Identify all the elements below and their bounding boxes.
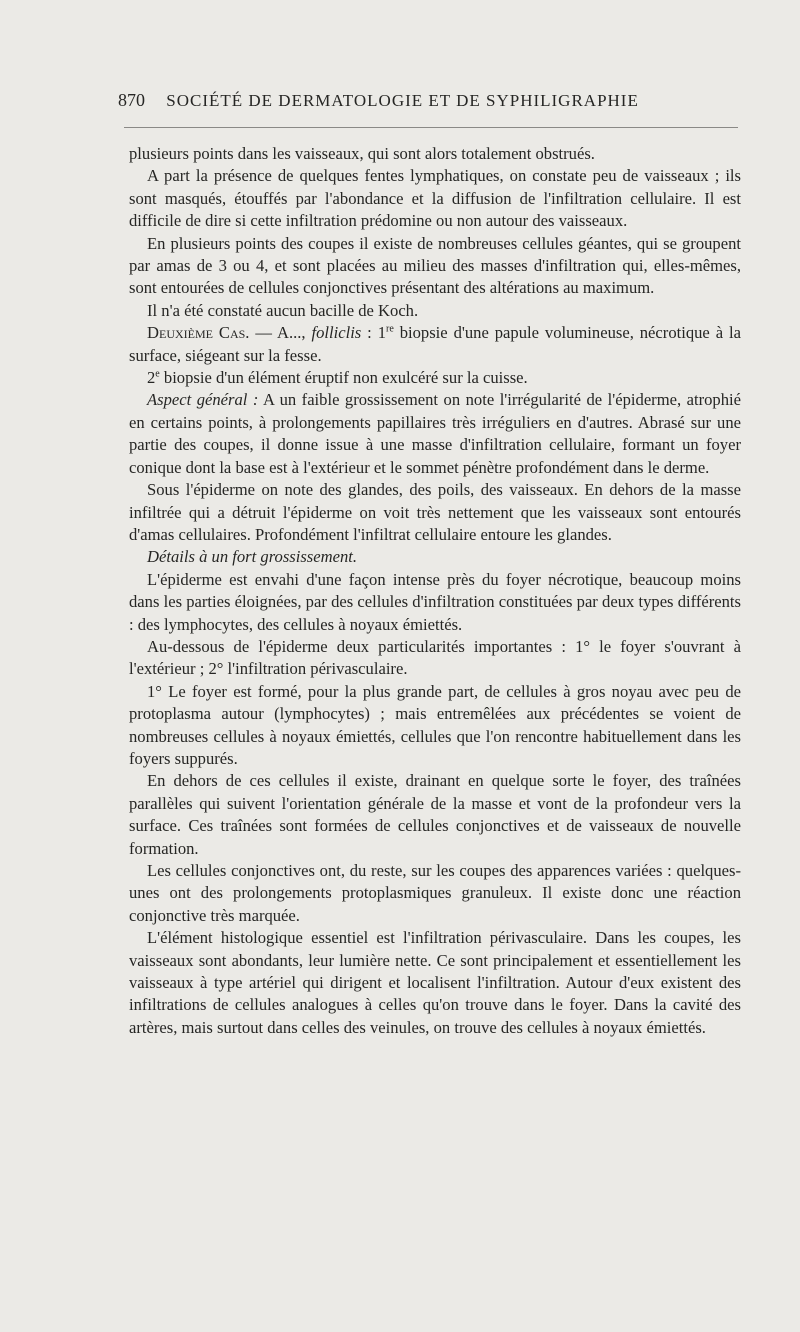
case-patient: — A...,	[249, 323, 312, 343]
paragraph-1: plusieurs points dans les vaisseaux, qui sont alors totalement obstrués.	[129, 144, 595, 163]
biopsy-2-number: 2	[147, 368, 156, 388]
paragraph-4: Il n'a été constaté aucun bacille de Koch.	[147, 300, 419, 320]
case-colon: : 1	[361, 323, 387, 343]
case-diagnosis: folliclis	[311, 323, 362, 343]
header-rule	[124, 127, 738, 128]
aspect-text: A un faible grossissement on note l'irrégularité de l'épiderme, atrophié en certains points, à prolongements papillaires très irréguliers en d'autres. Abrasé sur une partie des coupes, il donne issue à une masse d'infiltration cellulaire, formant un foyer conique dont la base est à l'extérieur et le sommet pénètre profondément dans le derme.	[129, 390, 741, 477]
paragraph-12: 1° Le foyer est formé, pour la plus grande part, de cellules à gros noyau avec peu de protoplasma autour (lymphocytes) ; mais entremêlées aux précédentes se voient de nombreuses cellules à noyaux émiettés, cellules que l'on rencontre habituellement dans les foyers suppurés.	[129, 681, 741, 768]
running-title: SOCIÉTÉ DE DERMATOLOGIE ET DE SYPHILIGRAPHIE	[166, 91, 639, 110]
paragraph-details-heading	[129, 546, 741, 568]
biopsy-2-superscript: e	[155, 368, 160, 380]
aspect-heading: Aspect général :	[147, 390, 259, 410]
paragraph-10: L'épiderme est envahi d'une façon intense près du foyer nécrotique, beaucoup moins dans les parties éloignées, par des cellules d'infiltration constituées par deux types différents : des lymphocytes, des cellules à noyaux émiettés.	[129, 569, 741, 634]
paragraph-13: En dehors de ces cellules il existe, drainant en quelque sorte le foyer, des traînées parallèles qui suivent l'orientation générale de la masse et vont de la profondeur vers la surface. Ces traînées sont formées de cellules conjonctives et de vaisseaux de nouvelle formation.	[129, 771, 741, 858]
paragraph-15: L'élément histologique essentiel est l'infiltration périvasculaire. Dans les coupes, les vaisseaux sont abondants, leur lumière nette. Ce sont principalement et essentiellement les vaisseaux à type artériel qui dirigent et localisent l'infiltration. Autour d'eux existent des infiltrations de cellules analogues à celles qu'on trouve dans le foyer. Dans la cavité des artères, mais surtout dans celles des veinules, on trouve des cellules à noyaux émiettés.	[129, 928, 741, 1037]
running-header	[118, 90, 738, 111]
body-text	[129, 143, 741, 1039]
paragraph-8: Sous l'épiderme on note des glandes, des poils, des vaisseaux. En dehors de la masse infiltrée qui a détruit l'épiderme on voit très nettement que les vaisseaux sont entourés d'amas cellulaires. Profondément l'infiltrat cellulaire entoure les glandes.	[129, 480, 741, 544]
paragraph-3: En plusieurs points des coupes il existe de nombreuses cellules géantes, qui se groupent par amas de 3 ou 4, et sont placées au milieu des masses d'infiltration qui, elles-mêmes, sont entourées de cellules conjonctives présentant des altérations au maximum.	[129, 233, 741, 298]
paragraph-aspect	[129, 389, 741, 479]
paragraph-2: A part la présence de quelques fentes lymphatiques, on constate peu de vaisseaux ; ils sont masqués, étouffés par l'abondance et la diffusion de l'infiltration cellulaire. Il est difficile de dire si cette infiltration prédomine ou non autour des vaisseaux.	[129, 166, 741, 231]
paragraph-biopsy-2	[129, 367, 741, 389]
paragraph-case-heading	[129, 322, 741, 367]
case-label: Deuxième Cas.	[147, 323, 250, 343]
case-superscript: re	[386, 323, 394, 335]
page-number: 870	[118, 90, 145, 110]
paragraph-14: Les cellules conjonctives ont, du reste, sur les coupes des apparences variées : quelques-unes ont des prolongements protoplasmiques granuleux. Il existe donc une réaction conjonctive très marquée.	[129, 861, 741, 925]
case-rest: biopsie d'une papule volumineuse, nécrotique à la surface, siégeant sur la fesse.	[129, 323, 741, 365]
paragraph-11: Au-dessous de l'épiderme deux particularités importantes : 1° le foyer s'ouvrant à l'extérieur ; 2° l'infiltration périvasculaire.	[129, 636, 741, 679]
details-heading: Détails à un fort grossissement.	[147, 547, 358, 567]
biopsy-2-rest: biopsie d'un élément éruptif non exulcéré sur la cuisse.	[159, 368, 528, 388]
